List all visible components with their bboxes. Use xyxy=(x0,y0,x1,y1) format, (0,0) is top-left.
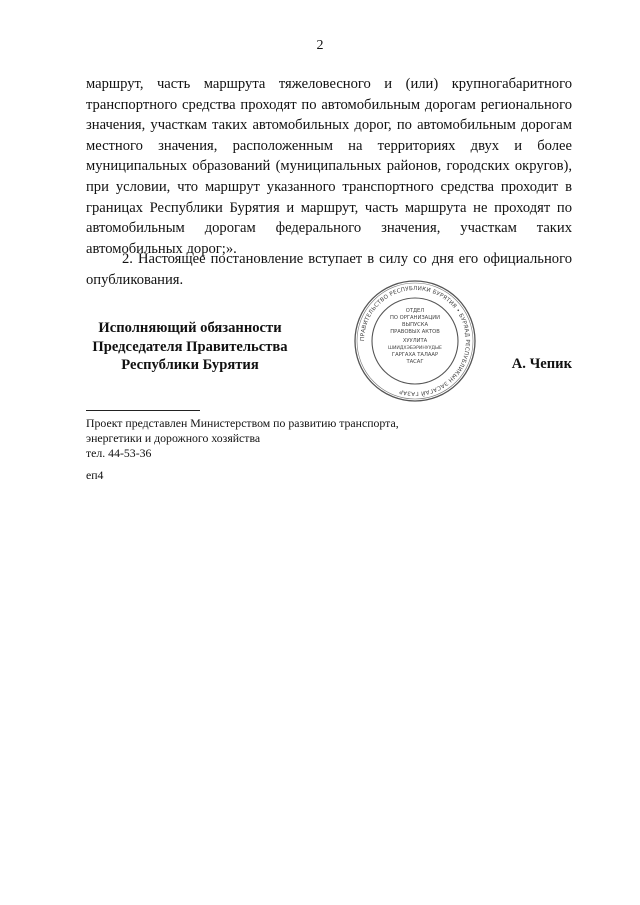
seal-line: ГАРГАХА ТАЛААР xyxy=(391,352,439,358)
seal-line: ХУУЛИТА xyxy=(402,338,428,344)
position-line: Исполняющий обязанности xyxy=(98,320,282,336)
seal-line: ОТДЕЛ xyxy=(405,308,425,314)
seal-ring-text: ПРАВИТЕЛЬСТВО РЕСПУБЛИКИ БУРЯТИЯ • БУРЯАД РЕСПУБЛИКЫН ЗАСАГАЙ ГАЗАР xyxy=(359,285,471,397)
footnote-line: энергетики и дорожного хозяйства xyxy=(86,431,261,446)
signer-name: А. Чепик xyxy=(511,356,572,372)
footnote xyxy=(86,416,399,462)
footnote-line: тел. 44-53-36 xyxy=(86,446,152,461)
seal-line: ШИИДХЭБЭРИНУУДЫЕ xyxy=(388,346,442,351)
paragraph-effective-date: 2. Настоящее постановление вступает в силу со дня его официального опубликования. xyxy=(86,251,572,288)
document-code: еп4 xyxy=(86,468,104,482)
seal-line: ПО ОРГАНИЗАЦИИ xyxy=(389,315,441,321)
page-number: 2 xyxy=(316,38,324,53)
seal-line: ТАСАГ xyxy=(406,359,424,365)
paragraph-continuation: маршрут, часть маршрута тяжеловесного и (или) крупногабаритного транспортного средства проходят по автомобильным дорогам регионального значения, участкам таких автомобильных дорог, по автомобильным дорогам местного значения, расположенным на территориях двух и более муниципальных образований (муниципальных районов, городских округов), при условии, что маршрут указанного транспортного средства проходит в границах Республики Бурятия и маршрут, часть маршрута не проходят по автомобильным дорогам федерального значения, участкам таких автомобильных дорог;». xyxy=(86,76,572,257)
footnote-divider xyxy=(86,410,200,411)
official-seal xyxy=(352,278,478,404)
signature-position xyxy=(80,319,300,375)
footnote-line: Проект представлен Министерством по развитию транспорта, xyxy=(86,416,399,430)
seal-line: ВЫПУСКА xyxy=(401,322,429,328)
seal-line: ПРАВОВЫХ АКТОВ xyxy=(390,329,440,335)
position-line: Председателя Правительства xyxy=(92,338,288,355)
position-line: Республики Бурятия xyxy=(121,357,259,373)
